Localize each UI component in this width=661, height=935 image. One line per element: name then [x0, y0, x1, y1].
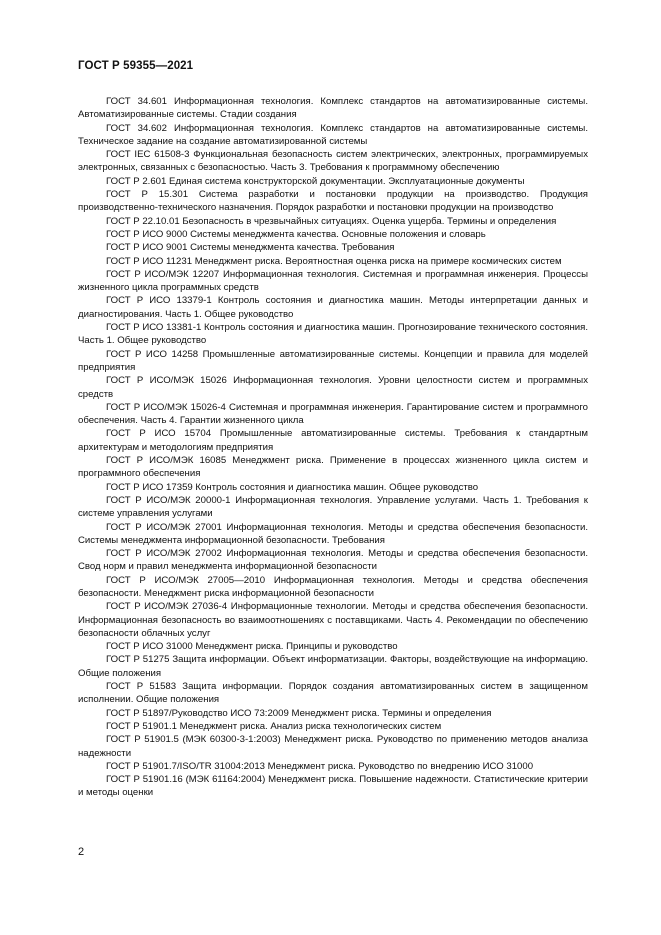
- reference-item: ГОСТ Р ИСО/МЭК 15026 Информационная технология. Уровни целостности систем и программных средств: [78, 375, 588, 400]
- normative-references-list: [78, 95, 588, 800]
- reference-item: ГОСТ Р 51901.1 Менеджмент риска. Анализ риска технологических систем: [106, 720, 442, 732]
- reference-item: ГОСТ Р 2.601 Единая система конструкторской документации. Эксплуатационные документы: [106, 175, 525, 187]
- reference-item: ГОСТ Р ИСО/МЭК 16085 Менеджмент риска. Применение в процессах жизненного цикла систем и программного обеспечения: [78, 455, 588, 480]
- reference-item: ГОСТ Р ИСО/МЭК 27001 Информационная технология. Методы и средства обеспечения безопасности. Системы менеджмента информационной безопасности. Требования: [78, 521, 588, 546]
- page-number: 2: [78, 846, 85, 858]
- reference-item: ГОСТ Р 51897/Руководство ИСО 73:2009 Менеджмент риска. Термины и определения: [106, 707, 492, 719]
- reference-item: ГОСТ Р ИСО 13381-1 Контроль состояния и диагностика машин. Прогнозирование технического состояния. Часть 1. Общее руководство: [78, 322, 588, 347]
- reference-item: ГОСТ 34.602 Информационная технология. Комплекс стандартов на автоматизированные системы. Техническое задание на создание автоматизированной системы: [78, 122, 588, 147]
- reference-item: ГОСТ Р 51583 Защита информации. Порядок создания автоматизированных систем в защищенном исполнении. Общие положения: [78, 681, 588, 706]
- reference-item: ГОСТ Р ИСО 9001 Системы менеджмента качества. Требования: [106, 242, 395, 254]
- reference-item: ГОСТ Р ИСО/МЭК 27002 Информационная технология. Методы и средства обеспечения безопасности. Свод норм и правил менеджмента информационной безопасности: [78, 548, 588, 573]
- reference-item: ГОСТ Р ИСО/МЭК 12207 Информационная технология. Системная и программная инженерия. Процессы жизненного цикла программных средств: [78, 268, 588, 294]
- reference-item: ГОСТ Р ИСО 14258 Промышленные автоматизированные системы. Концепции и правила для моделей предприятия: [78, 348, 588, 373]
- reference-item: ГОСТ Р 22.10.01 Безопасность в чрезвычайных ситуациях. Оценка ущерба. Термины и определения: [106, 215, 557, 227]
- reference-item: ГОСТ Р ИСО/МЭК 15026-4 Системная и программная инженерия. Гарантирование систем и программного обеспечения. Часть 4. Гарантии жизненного цикла: [78, 401, 588, 427]
- reference-item: ГОСТ Р ИСО 13379-1 Контроль состояния и диагностика машин. Методы интерпретации данных и диагностирования. Часть 1. Общее руководство: [78, 295, 588, 320]
- document-header: ГОСТ Р 59355—2021: [78, 60, 194, 72]
- reference-item: ГОСТ Р ИСО 9000 Системы менеджмента качества. Основные положения и словарь: [106, 228, 486, 240]
- reference-item: ГОСТ Р ИСО/МЭК 27005—2010 Информационная технология. Методы и средства обеспечения безопасности. Менеджмент риска информационной безопасности: [78, 574, 588, 599]
- reference-item: ГОСТ IEC 61508-3 Функциональная безопасность систем электрических, электронных, программируемых электронных, связанных с безопасностью. Часть 3. Требования к программному обеспечению: [78, 149, 588, 174]
- reference-item: ГОСТ Р 51901.7/ISO/TR 31004:2013 Менеджмент риска. Руководство по внедрению ИСО 31000: [106, 760, 534, 772]
- reference-item: ГОСТ Р ИСО/МЭК 27036-4 Информационные технологии. Методы и средства обеспечения безопасности. Информационная безопасность во взаимоотношениях с поставщиками. Часть 4. Рекомендации по обеспечению безопасности облачных услуг: [78, 601, 588, 639]
- reference-item: ГОСТ 34.601 Информационная технология. Комплекс стандартов на автоматизированные системы. Автоматизированные системы. Стадии создания: [78, 96, 588, 121]
- reference-item: ГОСТ Р 51901.16 (МЭК 61164:2004) Менеджмент риска. Повышение надежности. Статистические критерии и методы оценки: [78, 774, 588, 799]
- reference-item: ГОСТ Р ИСО 11231 Менеджмент риска. Вероятностная оценка риска на примере космических систем: [106, 255, 562, 267]
- reference-item: ГОСТ Р ИСО 31000 Менеджмент риска. Принципы и руководство: [106, 641, 398, 653]
- reference-item: ГОСТ Р 51275 Защита информации. Объект информатизации. Факторы, воздействующие на информацию. Общие положения: [78, 654, 588, 679]
- reference-item: ГОСТ Р ИСО/МЭК 20000-1 Информационная технология. Управление услугами. Часть 1. Требования к системе управления услугами: [78, 494, 588, 520]
- reference-item: ГОСТ Р 15.301 Система разработки и постановки продукции на производство. Продукция производственно-технического назначения. Порядок разработки и постановки продукции на производство: [78, 189, 588, 214]
- reference-item: ГОСТ Р ИСО 15704 Промышленные автоматизированные системы. Требования к стандартным архитектурам и методологиям предприятия: [78, 428, 588, 453]
- reference-item: ГОСТ Р ИСО 17359 Контроль состояния и диагностика машин. Общее руководство: [106, 481, 479, 493]
- reference-item: ГОСТ Р 51901.5 (МЭК 60300-3-1:2003) Менеджмент риска. Руководство по применению методов анализа надежности: [78, 734, 588, 759]
